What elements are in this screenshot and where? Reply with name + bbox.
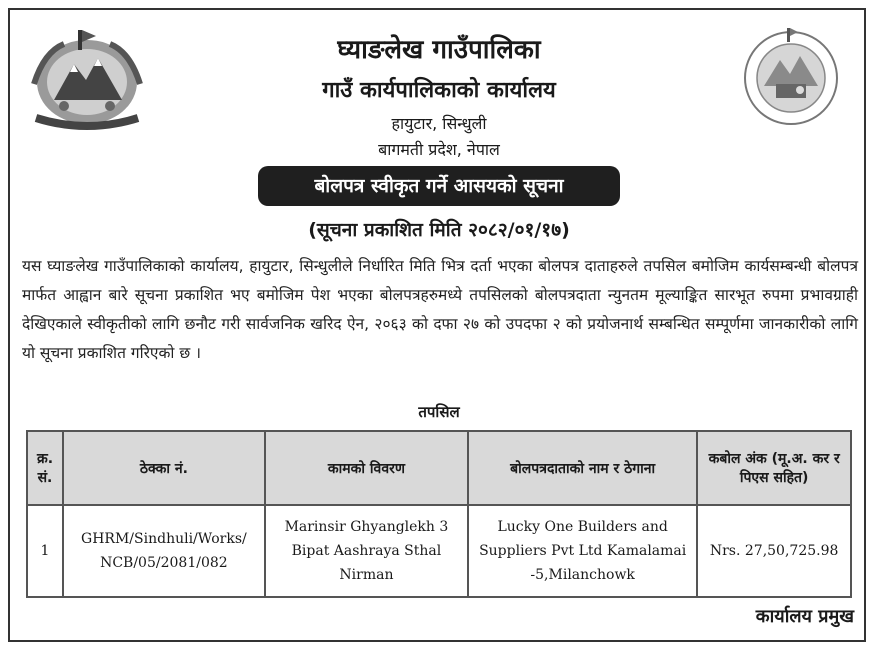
col-serial: क्र. सं. [27, 431, 63, 505]
address-line-1: हायुटार, सिन्धुली [391, 114, 487, 133]
notice-body: यस घ्याङलेख गाउँपालिकाको कार्यालय, हायुटार, सिन्धुलीले निर्धारित मिति भित्र दर्ता भएका बोलपत्र दाताहरुले तपसिल बमोजिम कार्यसम्बन्धी बोलपत्र मार्फत आह्वान बारे सूचना प्रकाशित भए बमोजिम पेश भएका बोलपत्रहरुमध्ये तपसिलको बोलपत्रदाता न्युनतम मूल्याङ्कित सारभूत रुपमा प्रभावग्राही देखिएकाले स्वीकृतीको लागि छनौट गरी सार्वजनिक खरिद ऐन, २०६३ को दफा २७ को उपदफा २ को प्रयोजनार्थ सम्बन्धित सम्पूर्णमा जानकारीको लागि यो सूचना प्रकाशित गरिएको छ । [22, 257, 858, 362]
cell-serial: 1 [27, 505, 63, 597]
signatory: कार्यालय प्रमुख [755, 606, 854, 627]
publish-date: (सूचना प्रकाशित मिति २०८२/०१/१७) [308, 219, 570, 241]
schedule-title: तपसिल [418, 403, 460, 421]
address-line-2: बागमती प्रदेश, नेपाल [378, 140, 500, 159]
municipality-name: घ्याङलेख गाउँपालिका [337, 35, 541, 65]
col-bidder: बोलपत्रदाताको नाम र ठेगाना [468, 431, 697, 505]
col-amount: कबोल अंक (मू.अ. कर र पिएस सहित) [697, 431, 851, 505]
cell-bidder: Lucky One Builders and Suppliers Pvt Ltd Kamalamai -5,Milanchowk [468, 505, 697, 597]
bid-table [26, 430, 852, 598]
cell-contract-no: GHRM/Sindhuli/Works/ NCB/05/2081/082 [63, 505, 265, 597]
cell-description: Marinsir Ghyanglekh 3 Bipat Aashraya Sthal Nirman [265, 505, 468, 597]
table-header-row [27, 431, 851, 505]
col-contract-no: ठेक्का नं. [63, 431, 265, 505]
notice-title-banner: बोलपत्र स्वीकृत गर्ने आसयको सूचना [258, 166, 620, 206]
office-name: गाउँ कार्यपालिकाको कार्यालय [322, 78, 556, 103]
table-row [27, 505, 851, 597]
cell-amount: Nrs. 27,50,725.98 [697, 505, 851, 597]
col-description: कामको विवरण [265, 431, 468, 505]
